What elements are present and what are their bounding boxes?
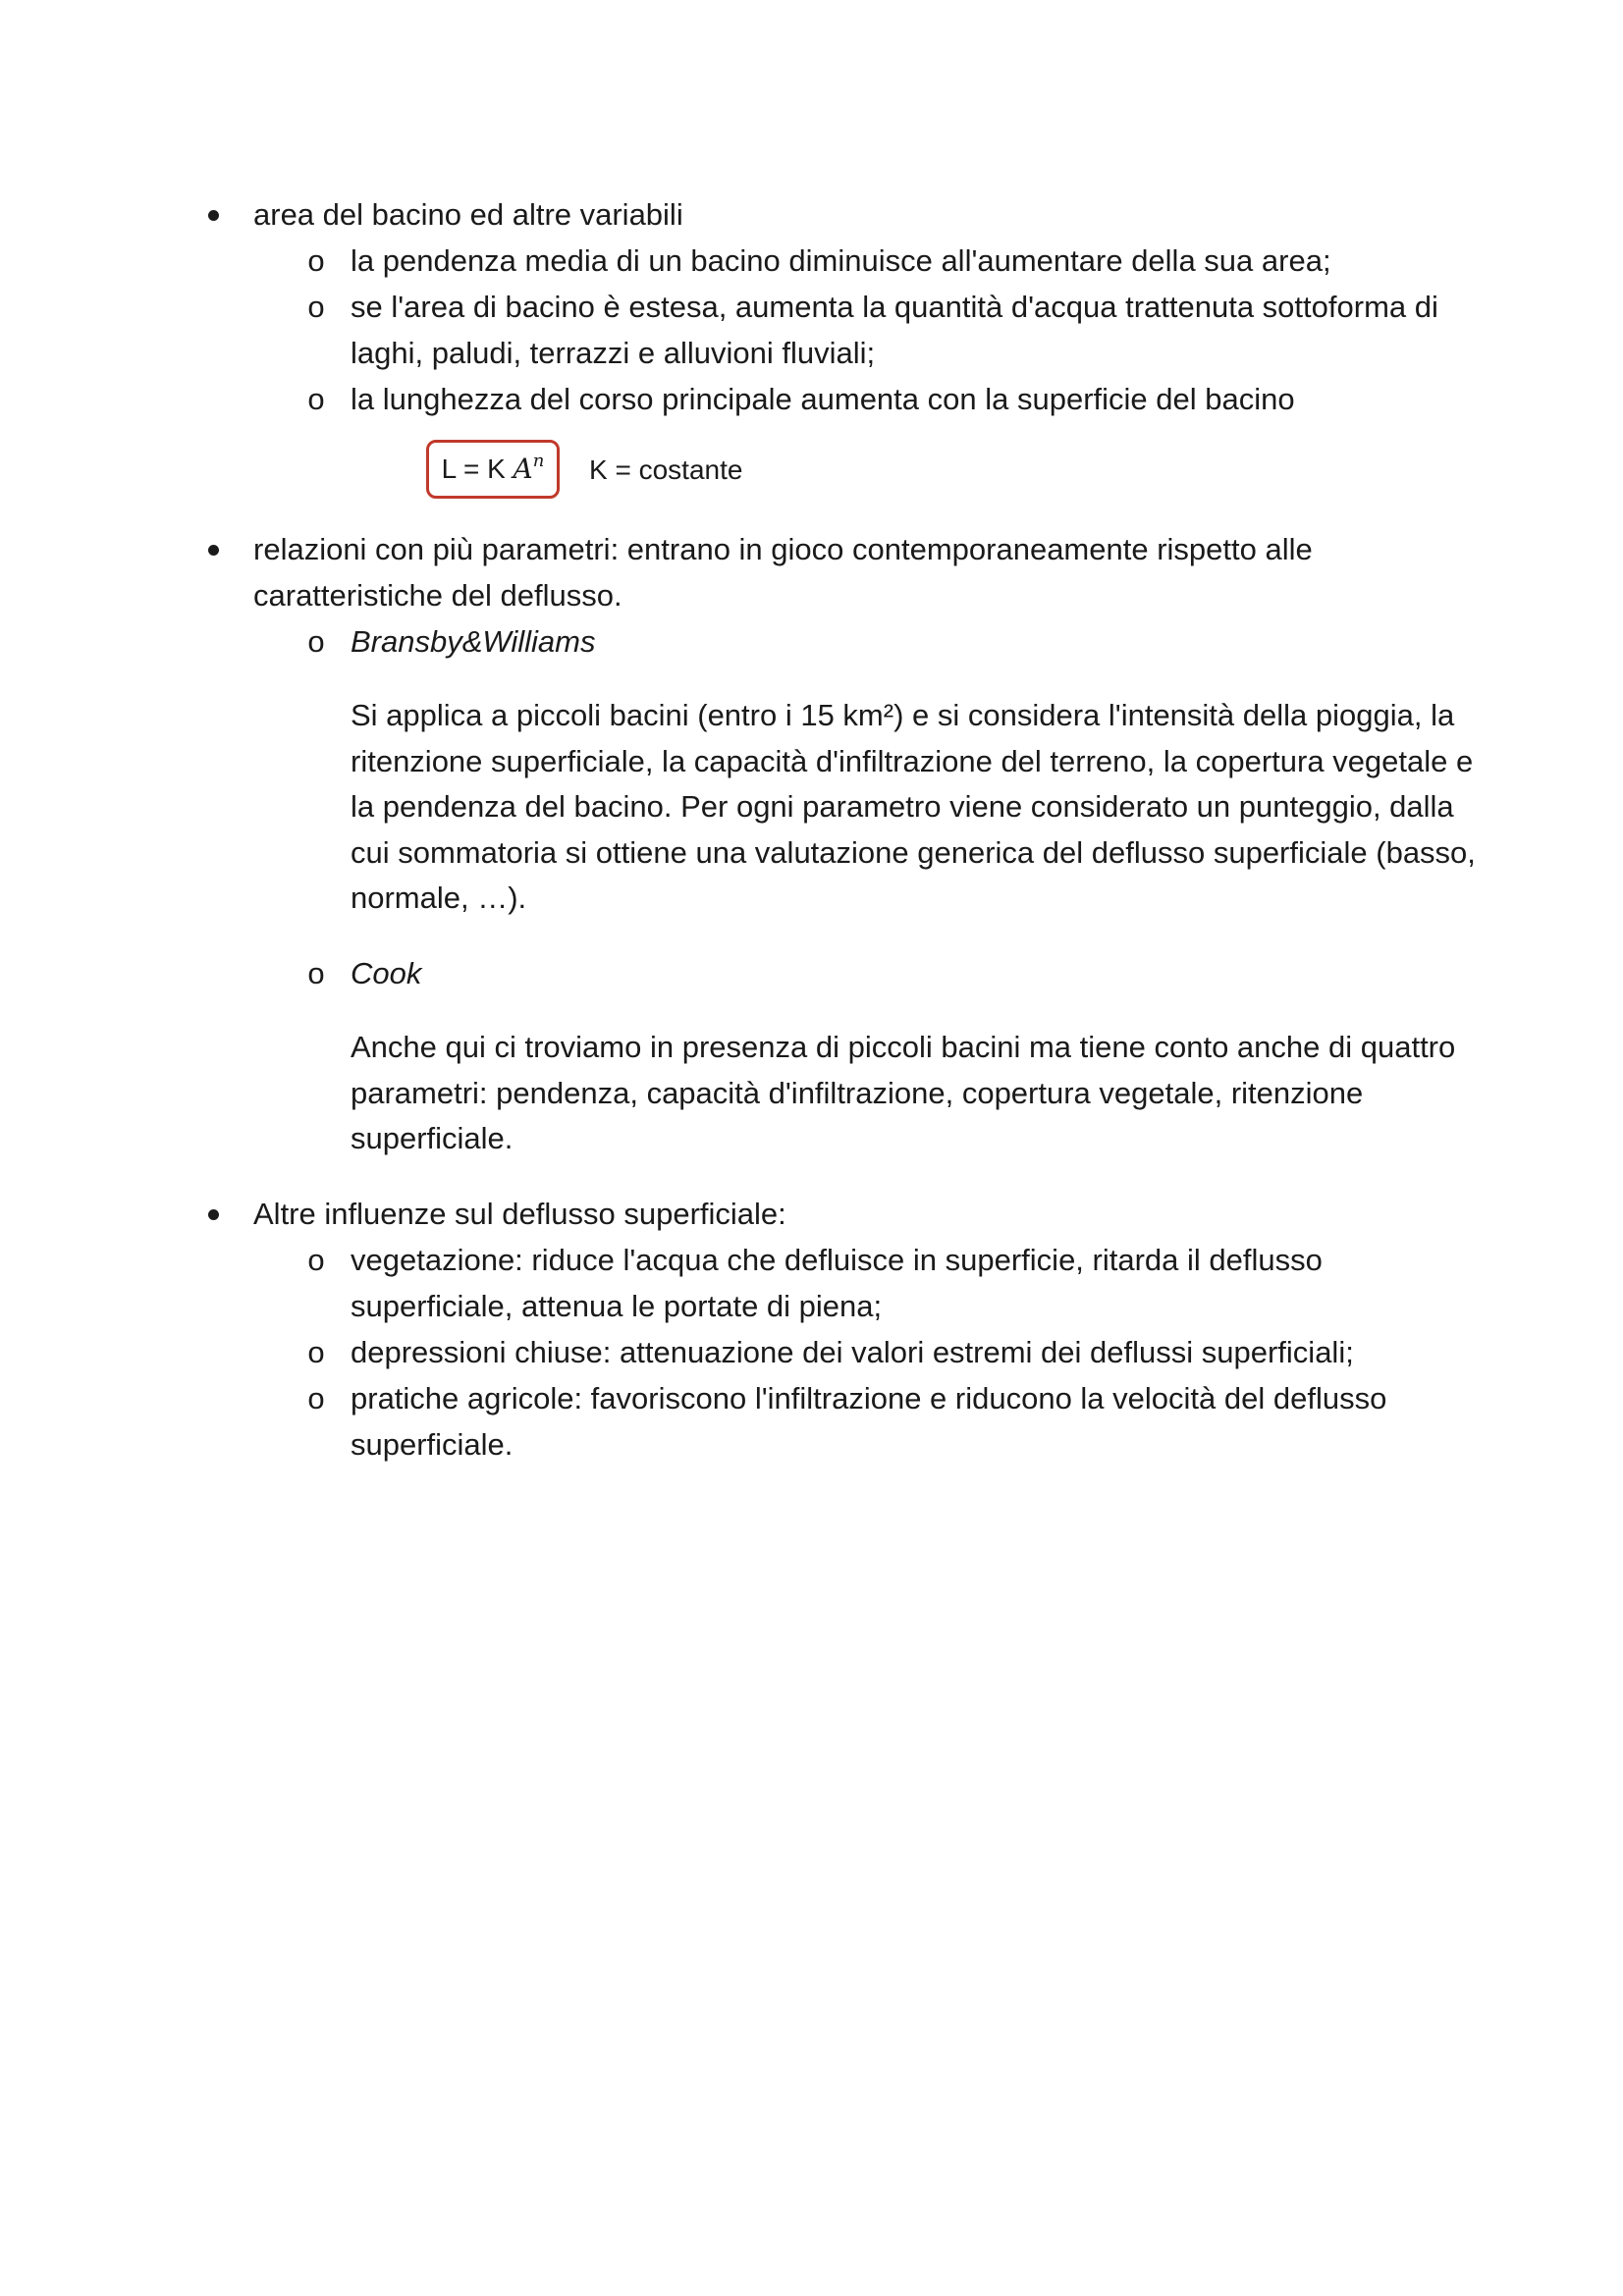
paragraph-line: la pendenza del bacino. Per ogni parametro viene considerato un punteggio, dalla (351, 789, 1454, 824)
formula-lhs: L = K (441, 454, 506, 484)
paragraph-line: ritenzione superficiale, la capacità d'infiltrazione del terreno, la copertura vegetale e (351, 743, 1474, 778)
sub-item-text-line-2: superficiale, attenua le portate di piena; (351, 1289, 883, 1323)
sub-item-text: depressioni chiuse: attenuazione dei valori estremi dei deflussi superficiali; (351, 1335, 1354, 1369)
sub-bullet-icon: o (307, 243, 325, 278)
sub-item-text-line-1: pratiche agricole: favoriscono l'infiltrazione e riducono la velocità del deflusso (351, 1381, 1387, 1415)
bullet-text-line-2: caratteristiche del deflusso. (253, 578, 622, 613)
paragraph-line: superficiale. (351, 1121, 514, 1155)
paragraph-line: Si applica a piccoli bacini (entro i 15 km²) e si considera l'intensità della pioggia, la (351, 698, 1455, 732)
paragraph-cook (351, 1025, 1489, 1162)
sub-bullet-icon: o (307, 382, 325, 416)
sub-item-text-line-2: superficiale. (351, 1427, 514, 1462)
formula-box (426, 440, 560, 499)
bullet-text: area del bacino ed altre variabili (253, 197, 683, 232)
formula-variable: A (513, 453, 533, 485)
bullet-dot-icon (208, 210, 219, 221)
sub-bullet-icon: o (307, 1335, 325, 1369)
paragraph-line: parametri: pendenza, capacità d'infiltrazione, copertura vegetale, ritenzione (351, 1075, 1364, 1110)
sub-bullet-icon: o (307, 1381, 325, 1415)
sub-item-text: la pendenza media di un bacino diminuisce all'aumentare della sua area; (351, 243, 1331, 278)
formula-exponent: n (532, 451, 545, 471)
sub-bullet-icon: o (307, 290, 325, 324)
sub-bullet-icon: o (307, 1243, 325, 1277)
sub-item-text-line-2: laghi, paludi, terrazzi e alluvioni fluviali; (351, 336, 876, 370)
sub-item-text-line-1: vegetazione: riduce l'acqua che defluisce in superficie, ritarda il deflusso (351, 1243, 1323, 1277)
paragraph-line: normale, …). (351, 881, 527, 915)
method-name: Bransby&Williams (351, 624, 596, 659)
paragraph-bransby-williams (351, 693, 1489, 922)
method-name: Cook (351, 956, 422, 990)
bullet-dot-icon (208, 545, 219, 556)
bullet-text: Altre influenze sul deflusso superficiale: (253, 1197, 786, 1231)
sub-bullet-icon: o (307, 956, 325, 990)
bullet-dot-icon (208, 1209, 219, 1220)
sub-item-text-line-1: se l'area di bacino è estesa, aumenta la quantità d'acqua trattenuta sottoforma di (351, 290, 1438, 324)
sub-item-text: la lunghezza del corso principale aumenta con la superficie del bacino (351, 382, 1295, 416)
sub-bullet-icon: o (307, 624, 325, 659)
formula-note: K = costante (589, 454, 743, 485)
paragraph-line: cui sommatoria si ottiene una valutazione generica del deflusso superficiale (basso, (351, 834, 1476, 870)
paragraph-line: Anche qui ci troviamo in presenza di piccoli bacini ma tiene conto anche di quattro (351, 1030, 1456, 1064)
bullet-text-line-1: relazioni con più parametri: entrano in gioco contemporaneamente rispetto alle (253, 532, 1313, 566)
